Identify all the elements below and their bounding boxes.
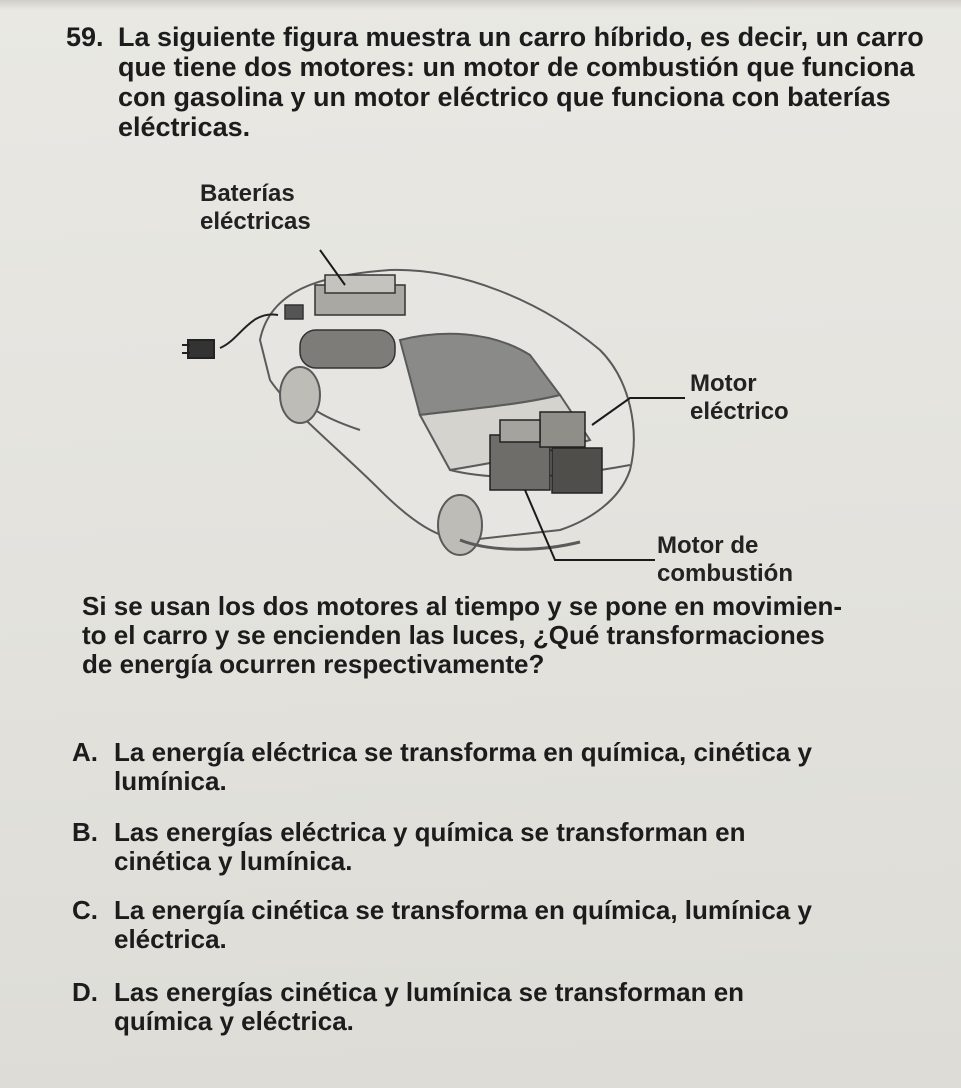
intro-line: eléctricas.	[118, 112, 251, 142]
prompt-line: to el carro y se encienden las luces, ¿Qué transformaciones	[82, 620, 825, 650]
option-letter: C.	[72, 895, 98, 925]
option-text: eléctrica.	[114, 924, 227, 954]
intro-line: con gasolina y un motor eléctrico que funciona con baterías	[118, 82, 891, 112]
question-intro	[118, 22, 924, 142]
option-letter: B.	[72, 817, 98, 847]
question-prompt	[82, 592, 942, 679]
option-letter: D.	[72, 977, 98, 1007]
hybrid-car-figure	[160, 180, 860, 600]
label-batteries: Baterías eléctricas	[200, 180, 311, 235]
option-text: Las energías eléctrica y química se transforman en	[114, 817, 746, 847]
page-edge	[0, 0, 961, 10]
label-combustion-motor: Motor de combustión	[657, 532, 793, 587]
option-text: Las energías cinética y lumínica se transforman en	[114, 977, 745, 1007]
option-letter: A.	[72, 737, 98, 767]
intro-line: que tiene dos motores: un motor de combustión que funciona	[118, 52, 915, 82]
option-text: La energía cinética se transforma en química, lumínica y	[114, 895, 812, 925]
engine-block	[490, 412, 602, 493]
label-electric-motor: Motor eléctrico	[690, 370, 789, 425]
prompt-line: Si se usan los dos motores al tiempo y se pone en movimien-	[82, 591, 842, 621]
question-number: 59.	[66, 22, 104, 52]
option-text: química y eléctrica.	[114, 1006, 354, 1036]
option-text: La energía eléctrica se transforma en química, cinética y	[114, 737, 812, 767]
intro-line: La siguiente figura muestra un carro híbrido, es decir, un carro	[118, 22, 924, 52]
prompt-line: de energía ocurren respectivamente?	[82, 649, 545, 679]
option-text: cinética y lumínica.	[114, 846, 353, 876]
option-text: lumínica.	[114, 766, 227, 796]
